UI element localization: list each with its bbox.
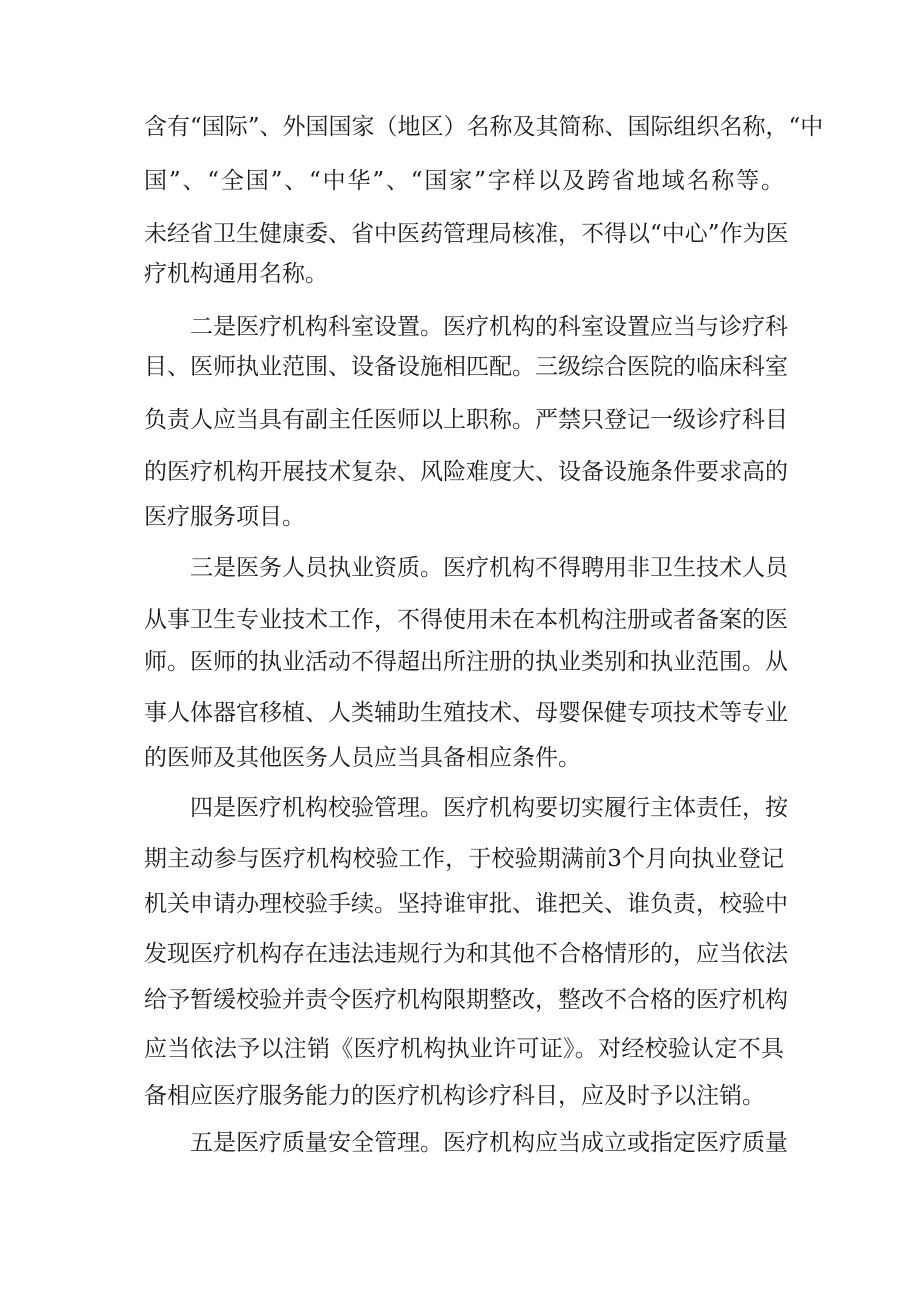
paragraph-start-line: 四是医疗机构校验管理。医疗机构要切实履行主体责任，按	[190, 795, 788, 821]
text-line: 机关申请办理校验手续。坚持谁审批、谁把关、谁负责，校验中	[144, 891, 788, 917]
text-line: 事人体器官移植、人类辅助生殖技术、母婴保健专项技术等专业	[144, 700, 788, 726]
text-line: 目、医师执业范围、设备设施相匹配。三级综合医院的临床科室	[144, 354, 788, 380]
text-line: 从事卫生专业技术工作，不得使用未在本机构注册或者备案的医	[144, 607, 788, 633]
text-line: 国”、“全国”、“中华”、“国家”字样以及跨省地域名称等。	[144, 168, 784, 194]
text-line: 备相应医疗服务能力的医疗机构诊疗科目，应及时予以注销。	[144, 1083, 765, 1109]
paragraph-start-line: 五是医疗质量安全管理。医疗机构应当成立或指定医疗质量	[190, 1130, 788, 1156]
text-line: 给予暂缓校验并责令医疗机构限期整改，整改不合格的医疗机构	[144, 987, 788, 1013]
text-line: 疗机构通用名称。	[144, 261, 328, 287]
text-line: 未经省卫生健康委、省中医药管理局核准，不得以“中心”作为医	[144, 221, 789, 247]
text-line: 的医疗机构开展技术复杂、风险难度大、设备设施条件要求高的	[144, 459, 788, 485]
paragraph-start-line: 二是医疗机构科室设置。医疗机构的科室设置应当与诊疗科	[190, 314, 788, 340]
text-line: 负责人应当具有副主任医师以上职称。严禁只登记一级诊疗科目	[144, 407, 788, 433]
text-line: 应当依法予以注销《医疗机构执业许可证》。对经校验认定不具	[144, 1036, 784, 1062]
text-line: 师。医师的执业活动不得超出所注册的执业类别和执业范围。从	[144, 649, 788, 675]
text-line: 的医师及其他医务人员应当具备相应条件。	[144, 745, 581, 771]
text-line: 医疗服务项目。	[144, 504, 305, 530]
paragraph-start-line: 三是医务人员执业资质。医疗机构不得聘用非卫生技术人员	[190, 555, 788, 581]
text-line: 期主动参与医疗机构校验工作，于校验期满前3个月向执业登记	[144, 846, 784, 872]
text-line: 发现医疗机构存在违法违规行为和其他不合格情形的，应当依法	[144, 941, 788, 967]
text-line: 含有“国际”、外国国家（地区）名称及其简称、国际组织名称，“中	[144, 114, 824, 140]
